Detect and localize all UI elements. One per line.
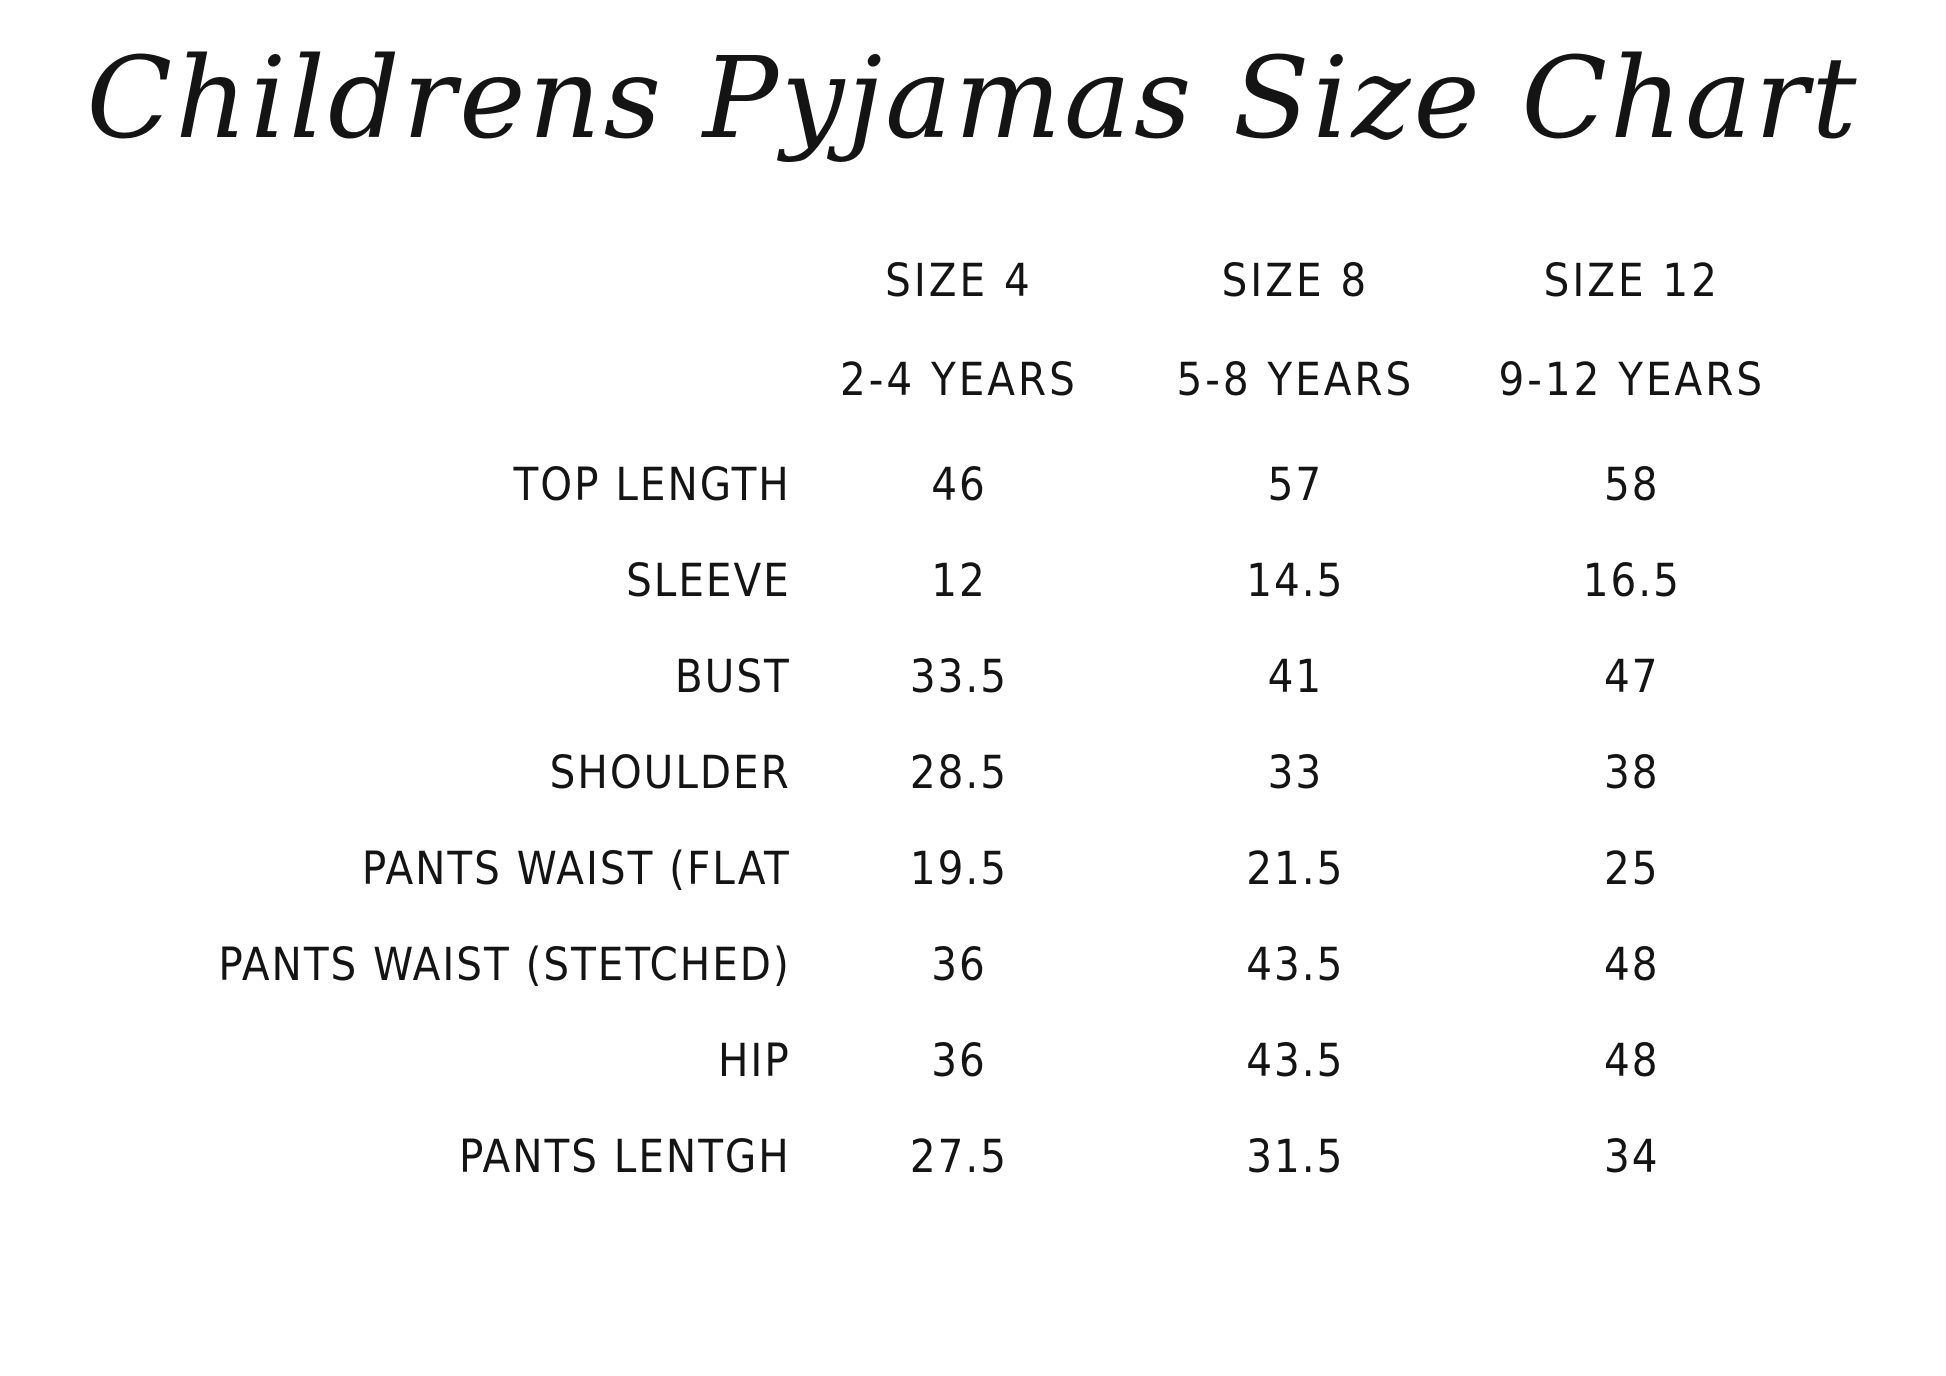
row-value-size12: 34 bbox=[1604, 1129, 1660, 1183]
row-value-size8: 57 bbox=[1267, 457, 1324, 511]
column-header-size-2: SIZE 8 bbox=[1221, 254, 1370, 308]
row-value-size12: 16.5 bbox=[1582, 553, 1681, 607]
row-value-size12: 58 bbox=[1604, 457, 1660, 511]
column-header-ages-3: 9-12 YEARS bbox=[1498, 353, 1766, 407]
row-value-size8: 21.5 bbox=[1246, 841, 1345, 895]
row-value-size4: 46 bbox=[931, 457, 987, 511]
row-value-size4: 36 bbox=[931, 1033, 987, 1087]
row-value-size4: 28.5 bbox=[909, 745, 1009, 799]
row-value-size8: 43.5 bbox=[1246, 937, 1345, 991]
column-header-ages-1: 2-4 YEARS bbox=[840, 353, 1078, 407]
page-title: Childrens Pyjamas Size Chart bbox=[86, 34, 1860, 164]
row-value-size12: 38 bbox=[1604, 745, 1660, 799]
row-label: PANTS LENTGH bbox=[459, 1129, 791, 1183]
row-value-size12: 48 bbox=[1604, 1033, 1660, 1087]
row-value-size12: 48 bbox=[1604, 937, 1660, 991]
column-header-size-1: SIZE 4 bbox=[885, 254, 1033, 308]
table-row bbox=[170, 916, 1800, 1012]
row-label: PANTS WAIST (FLAT bbox=[361, 841, 791, 895]
row-value-size4: 33.5 bbox=[909, 649, 1009, 703]
row-value-size12: 47 bbox=[1604, 649, 1660, 703]
row-label: SHOULDER bbox=[549, 745, 791, 799]
row-value-size4: 36 bbox=[931, 937, 987, 991]
header-corner-blank-2 bbox=[170, 324, 791, 436]
row-label: PANTS WAIST (STETCHED) bbox=[218, 937, 791, 991]
row-value-size8: 41 bbox=[1267, 649, 1324, 703]
table-row bbox=[170, 436, 1800, 532]
row-value-size4: 27.5 bbox=[909, 1129, 1009, 1183]
row-label: SLEEVE bbox=[626, 553, 791, 607]
row-label: HIP bbox=[717, 1033, 791, 1087]
row-label: BUST bbox=[674, 649, 791, 703]
table-header-ages-row bbox=[170, 324, 1800, 436]
column-header-size-3: SIZE 12 bbox=[1543, 254, 1720, 308]
row-value-size12: 25 bbox=[1604, 841, 1660, 895]
row-value-size8: 31.5 bbox=[1246, 1129, 1345, 1183]
table-row bbox=[170, 1108, 1800, 1204]
table-header-size-row bbox=[170, 238, 1800, 324]
table-row bbox=[170, 628, 1800, 724]
row-value-size8: 33 bbox=[1267, 745, 1324, 799]
row-value-size4: 12 bbox=[931, 553, 987, 607]
table-row bbox=[170, 532, 1800, 628]
row-label: TOP LENGTH bbox=[513, 457, 791, 511]
row-value-size8: 43.5 bbox=[1246, 1033, 1345, 1087]
size-chart-table bbox=[170, 238, 1800, 1204]
column-header-ages-2: 5-8 YEARS bbox=[1176, 353, 1415, 407]
row-value-size4: 19.5 bbox=[909, 841, 1009, 895]
table-row bbox=[170, 1012, 1800, 1108]
table-row bbox=[170, 724, 1800, 820]
header-corner-blank bbox=[170, 238, 791, 324]
table-row bbox=[170, 820, 1800, 916]
row-value-size8: 14.5 bbox=[1246, 553, 1345, 607]
